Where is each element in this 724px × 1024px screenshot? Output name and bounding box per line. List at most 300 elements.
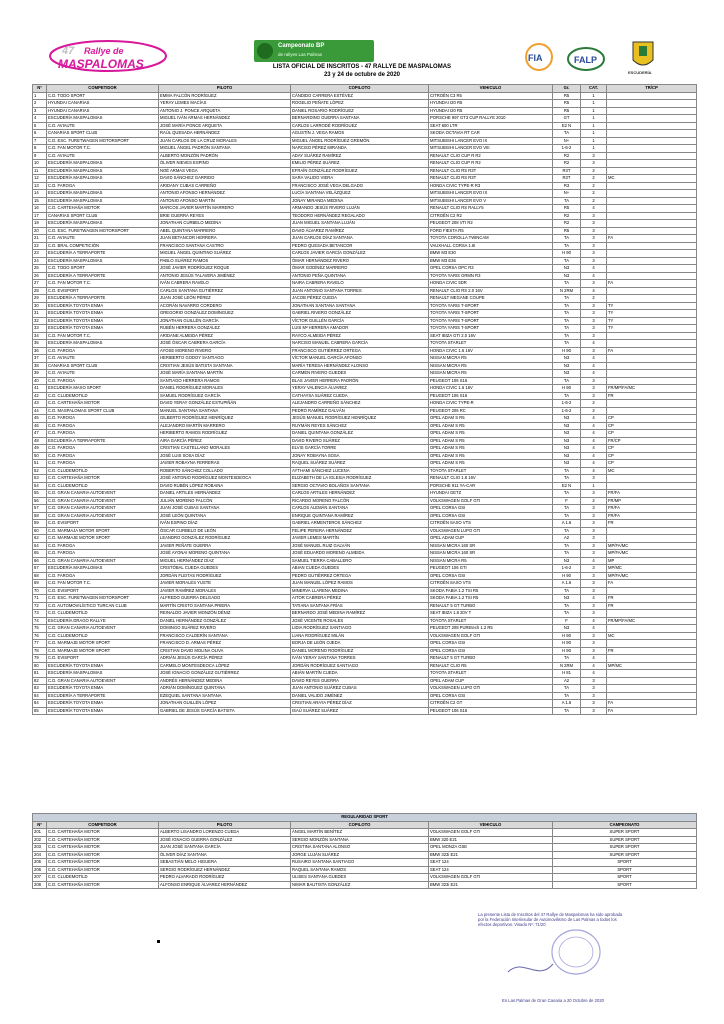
cell-group: R3T xyxy=(553,175,581,183)
cell-vehicle: BMW M3 E36 xyxy=(429,257,553,265)
cell-category: 4 xyxy=(581,445,607,453)
regularity-band-title: REGULARIDAD SPORT xyxy=(33,814,697,822)
cell-competitor: C.D. MASPALOMAS SPORT CLUB xyxy=(47,407,159,415)
cell-competitor: ESCUDERÍA MASPALOMAS xyxy=(47,175,159,183)
cell-group: TA xyxy=(553,655,581,663)
reg-cell-vehicle: BMW 323i E21 xyxy=(429,851,553,859)
cell-competitor: C.D. CLUDEMOTILD xyxy=(47,632,159,640)
table-row xyxy=(33,122,697,130)
cell-trophy xyxy=(607,535,697,543)
reg-header-num: Nº xyxy=(33,821,47,829)
cell-group: H 81 xyxy=(553,670,581,678)
cell-category: 4 xyxy=(581,625,607,633)
cell-competitor: C.D. FAROGA xyxy=(47,415,159,423)
cell-vehicle: OPEL ADAM S R5 xyxy=(429,415,553,423)
cell-driver: JAVIER MORALES YUSTE xyxy=(159,580,291,588)
cell-vehicle: HYUNDAI I20 R5 xyxy=(429,100,553,108)
cell-category: 3 xyxy=(581,280,607,288)
cell-trophy: FA xyxy=(607,347,697,355)
cell-codriver: CÁNDIDO CARRERA ESTÉVEZ xyxy=(291,92,429,100)
cell-vehicle: NISSAN MICRA R5 xyxy=(429,557,553,565)
cell-driver: ALEJANDRO MARTÍN MARRERO xyxy=(159,422,291,430)
cell-group: H 90 xyxy=(553,572,581,580)
cell-num: 80 xyxy=(33,662,47,670)
cell-vehicle: CITROËN C2 GT xyxy=(429,700,553,708)
cell-driver: JOSÉ MARÍA SANTANA MARTÍN xyxy=(159,370,291,378)
cell-competitor: ESCUDERÍA MASPALOMAS xyxy=(47,197,159,205)
reg-header-codriver: COPILOTO xyxy=(291,821,429,829)
cell-competitor: C.D. CLUDEMOTILD xyxy=(47,482,159,490)
cell-vehicle: HONDA CIVIC TYPE-R xyxy=(429,400,553,408)
cell-trophy xyxy=(607,272,697,280)
cell-group: E2 N xyxy=(553,482,581,490)
cell-group: N3 xyxy=(553,445,581,453)
cell-trophy xyxy=(607,400,697,408)
cell-category: 3 xyxy=(581,325,607,333)
cell-vehicle: HONDA CIVIC TYPE-R R3 xyxy=(429,182,553,190)
table-row xyxy=(33,235,697,243)
cell-competitor: C.D. CLUDEMOTILD xyxy=(47,467,159,475)
cell-group: TA xyxy=(553,692,581,700)
cell-codriver: SARA VALIDO VIERA xyxy=(291,175,429,183)
cell-num: 50 xyxy=(33,452,47,460)
cell-competitor: C.D. EVISPORT xyxy=(47,520,159,528)
cell-codriver: FRANCISCO GUTIÉRREZ ORTEGA xyxy=(291,347,429,355)
cell-competitor: C.D. FAROGA xyxy=(47,452,159,460)
cell-driver: CRISTIAN JESÚS BATISTA SANTANA xyxy=(159,362,291,370)
cell-codriver: LUIS Mª HERRERA AMADOR xyxy=(291,325,429,333)
cell-vehicle: HYUNDAI I20 R5 xyxy=(429,107,553,115)
table-row xyxy=(33,859,697,867)
cell-category: 4 xyxy=(581,340,607,348)
cell-trophy xyxy=(607,355,697,363)
cell-codriver: EMILIO PÉREZ SUÁREZ xyxy=(291,160,429,168)
cell-trophy xyxy=(607,287,697,295)
svg-text:Rallye de: Rallye de xyxy=(84,46,124,56)
table-row xyxy=(33,580,697,588)
cell-category: 3 xyxy=(581,490,607,498)
svg-text:47: 47 xyxy=(62,45,75,57)
cell-num: 6 xyxy=(33,130,47,138)
bp-icon xyxy=(257,43,273,59)
regularity-header-row xyxy=(33,821,697,829)
table-row xyxy=(33,874,697,882)
table-row xyxy=(33,332,697,340)
cell-codriver: LIANA RODRÍGUEZ MILÁN xyxy=(291,632,429,640)
cell-num: 59 xyxy=(33,520,47,528)
table-row xyxy=(33,475,697,483)
cell-codriver: ÓMAR HERNÁNDEZ RIVERO xyxy=(291,257,429,265)
cell-category: 4 xyxy=(581,557,607,565)
cell-driver: JONATHAN GUILLÉN GARCÍA xyxy=(159,317,291,325)
cell-num: 11 xyxy=(33,167,47,175)
cell-num: 62 xyxy=(33,535,47,543)
reg-cell-championship: SPORT xyxy=(553,874,697,882)
cell-num: 76 xyxy=(33,632,47,640)
cell-trophy xyxy=(607,670,697,678)
cell-num: 31 xyxy=(33,310,47,318)
header-num: Nº xyxy=(33,85,47,93)
table-row xyxy=(33,355,697,363)
cell-codriver: ANTONIO PEÑA QUINTANA xyxy=(291,272,429,280)
cell-vehicle: OPEL CORSA OPC R3 xyxy=(429,265,553,273)
cell-vehicle: NISSAN MICRA R5 xyxy=(429,355,553,363)
cell-competitor: ESCUDERÍA MASPALOMAS xyxy=(47,220,159,228)
cell-competitor: ESCUDERÍA TOYOTA ENMA xyxy=(47,662,159,670)
cell-codriver: JONAY MIRANDA MEDINA xyxy=(291,197,429,205)
cell-num: 55 xyxy=(33,490,47,498)
cell-codriver: CARLOS LARRODÉ RODRÍGUEZ xyxy=(291,122,429,130)
reg-cell-codriver: NIMAR BAUTISTA GONZÁLEZ xyxy=(291,881,429,889)
cell-codriver: ALEJANDRO CARREÑO SÁNCHEZ xyxy=(291,400,429,408)
table-row xyxy=(33,707,697,715)
reg-cell-competitor: C.D. CARTEHAÑA MOTOR xyxy=(47,829,159,837)
cell-competitor: C.D. EVISPORT xyxy=(47,287,159,295)
cell-group: A2 xyxy=(553,677,581,685)
cell-codriver: LUCÍA SANTANA VELÁZQUEZ xyxy=(291,190,429,198)
reg-cell-championship: SUPER SPORT xyxy=(553,836,697,844)
cell-driver: ALFREDO GUERRA DELGADO xyxy=(159,595,291,603)
cell-driver: DAVID RUBÉN LÓPEZ ROBAINA xyxy=(159,482,291,490)
table-row xyxy=(33,197,697,205)
cell-codriver: JORDÁN RODRÍGUEZ SANTIAGO xyxy=(291,662,429,670)
cell-group: TA xyxy=(553,257,581,265)
table-row xyxy=(33,430,697,438)
cell-trophy xyxy=(607,332,697,340)
cell-trophy xyxy=(607,227,697,235)
cell-trophy xyxy=(607,482,697,490)
cell-category: 3 xyxy=(581,647,607,655)
page-mark xyxy=(157,940,160,943)
table-row xyxy=(33,452,697,460)
cell-category: 3 xyxy=(581,152,607,160)
cell-num: 48 xyxy=(33,437,47,445)
cell-codriver: IVÁN YERAY SANTANA TORRES xyxy=(291,655,429,663)
table-row xyxy=(33,677,697,685)
cell-vehicle: HONDA CIVIC 1.6 16V xyxy=(429,347,553,355)
entry-list-table xyxy=(32,84,697,715)
table-row xyxy=(33,362,697,370)
reg-header-competitor: COMPETIDOR xyxy=(47,821,159,829)
cell-group: TA xyxy=(553,610,581,618)
cell-driver: FRANCISCO D. ARMAS PÉREZ xyxy=(159,640,291,648)
cell-competitor: C.D. AVIAUTE xyxy=(47,152,159,160)
cell-driver: JOSÉ LUIS SOSA DÍAZ xyxy=(159,452,291,460)
cell-num: 21 xyxy=(33,235,47,243)
cell-group: N3 xyxy=(553,370,581,378)
table-row xyxy=(33,655,697,663)
cell-category: 2 xyxy=(581,197,607,205)
cell-num: 45 xyxy=(33,415,47,423)
cell-trophy xyxy=(607,152,697,160)
cell-group: TA xyxy=(553,340,581,348)
cell-vehicle: RENAULT CLIO CUP R R2 xyxy=(429,152,553,160)
cell-num: 3 xyxy=(33,107,47,115)
cell-category: 4 xyxy=(581,595,607,603)
cell-num: 36 xyxy=(33,347,47,355)
cell-codriver: JOSÉ VICENTE ROSALES xyxy=(291,617,429,625)
cell-trophy: FR/MP/FA/MC xyxy=(607,385,697,393)
cell-num: 85 xyxy=(33,707,47,715)
reg-cell-championship: SPORT xyxy=(553,866,697,874)
table-row xyxy=(33,407,697,415)
table-row xyxy=(33,250,697,258)
cell-group: N3 xyxy=(553,265,581,273)
cell-competitor: C.D. FAROGA xyxy=(47,550,159,558)
cell-codriver: DANIEL QUINTANA GONZÁLEZ xyxy=(291,430,429,438)
reg-cell-vehicle: SEAT 124 xyxy=(429,866,553,874)
cell-group: TA xyxy=(553,602,581,610)
reg-cell-num: 201 xyxy=(33,829,47,837)
cell-trophy xyxy=(607,100,697,108)
cell-codriver: DAVID RIVERO SUÁREZ xyxy=(291,437,429,445)
cell-codriver: ABIÁN MARTÍN CUEDA xyxy=(291,670,429,678)
reg-cell-num: 203 xyxy=(33,844,47,852)
cell-codriver: DAVID REYES GUERRA xyxy=(291,677,429,685)
cell-competitor: ESCUDERÍA TOYOTA ENMA xyxy=(47,325,159,333)
cell-driver: BRIE GUERRA REYES xyxy=(159,212,291,220)
cell-trophy: FR/FA xyxy=(607,505,697,513)
cell-codriver: SERGIO OCTAVIO BOLAÑOS SANTANA xyxy=(291,482,429,490)
cell-codriver: VÍCTOR MANUEL GARCÍA AFONSO xyxy=(291,355,429,363)
cell-trophy xyxy=(607,167,697,175)
cell-trophy xyxy=(607,182,697,190)
cell-driver: HERIBERTO GODOY SANTIAGO xyxy=(159,355,291,363)
cell-category: 3 xyxy=(581,640,607,648)
cell-competitor: C.D. CLUDEMOTILD xyxy=(47,610,159,618)
header-vehicle: VEHICULO xyxy=(429,85,553,93)
cell-vehicle: OPEL CORSA GSI xyxy=(429,640,553,648)
table-row xyxy=(33,557,697,565)
cell-trophy xyxy=(607,475,697,483)
cell-codriver: CATHAYSA SUÁREZ CUEDA xyxy=(291,392,429,400)
cell-competitor: C.D. GRAN CANARIA AUTOEVENT xyxy=(47,557,159,565)
cell-driver: JUAN JOSÉ CUBAS SANTANA xyxy=(159,505,291,513)
cell-category: 3 xyxy=(581,332,607,340)
reg-cell-championship: SPORT xyxy=(553,881,697,889)
cell-driver: JOSÉ AYONAI MORENO QUINTANA xyxy=(159,550,291,558)
cell-category: 2 xyxy=(581,400,607,408)
cell-codriver: DAVID ÁLVAREZ RAMÍREZ xyxy=(291,227,429,235)
cell-group: 1-6-2 xyxy=(553,565,581,573)
cell-vehicle: OPEL CORSA GSI xyxy=(429,505,553,513)
regularity-band-row xyxy=(33,814,697,822)
reg-cell-competitor: C.D. CARTEHAÑA MOTOR xyxy=(47,866,159,874)
cell-trophy xyxy=(607,197,697,205)
cell-num: 79 xyxy=(33,655,47,663)
cell-vehicle: NISSAN MICRA R5 xyxy=(429,362,553,370)
cell-competitor: C.D. GRAN CANARIA AUTOEVENT xyxy=(47,677,159,685)
cell-vehicle: SKODA OCTAVIA RT CAR xyxy=(429,130,553,138)
cell-competitor: C.D. FAN MOTOR T.C. xyxy=(47,580,159,588)
cell-driver: AYOSE MORENO RIVERO xyxy=(159,347,291,355)
cell-codriver: DANIEL ROSARIO RODRÍGUEZ xyxy=(291,107,429,115)
table-row xyxy=(33,610,697,618)
table-row xyxy=(33,130,697,138)
cell-group: E2 N xyxy=(553,122,581,130)
cell-group: R2 xyxy=(553,152,581,160)
cell-num: 75 xyxy=(33,625,47,633)
cell-vehicle: HYUNDAI GETZ xyxy=(429,490,553,498)
cell-competitor: C.D. CLUDEMOTILD xyxy=(47,392,159,400)
document-header xyxy=(0,0,724,84)
table-row xyxy=(33,220,697,228)
cell-driver: JOSÉ IGNACIO GONZÁLEZ GUTIÉRREZ xyxy=(159,670,291,678)
reg-cell-num: 208 xyxy=(33,881,47,889)
cell-driver: CRISTÓBAL CUEDA GUEDES xyxy=(159,565,291,573)
cell-trophy: FR/FA xyxy=(607,512,697,520)
cell-group: 1-6-2 xyxy=(553,400,581,408)
cell-category: 1 xyxy=(581,122,607,130)
cell-group: A2 xyxy=(553,535,581,543)
cell-competitor: C.D. TODO SPORT xyxy=(47,92,159,100)
cell-vehicle: SEAT IBIZA 1.8 20V T xyxy=(429,610,553,618)
cell-category: 3 xyxy=(581,632,607,640)
cell-codriver: JOSÉ EDUARDO MORENO ALMEIDA xyxy=(291,550,429,558)
cell-competitor: C.D. FAN MOTOR T.C. xyxy=(47,145,159,153)
cell-driver: MIGUEL IVÁN ARMAS HERNÁNDEZ xyxy=(159,115,291,123)
cell-trophy xyxy=(607,242,697,250)
cell-category: 3 xyxy=(581,542,607,550)
cell-trophy xyxy=(607,122,697,130)
cell-trophy xyxy=(607,107,697,115)
cell-category: 4 xyxy=(581,287,607,295)
cell-vehicle: OPEL CORSA GSI xyxy=(429,572,553,580)
cell-codriver: ÓMAR GODÍNEZ MARRERO xyxy=(291,265,429,273)
cell-vehicle: PORSCHE 911 YA-CAR xyxy=(429,482,553,490)
cell-num: 33 xyxy=(33,325,47,333)
cell-competitor: ESCUDERÍA TOYOTA ENMA xyxy=(47,317,159,325)
cell-competitor: ESCUDERÍA MASPALOMAS xyxy=(47,115,159,123)
cell-trophy: MP/FA/MC xyxy=(607,550,697,558)
table-row xyxy=(33,602,697,610)
cell-vehicle: RENAULT CLIO RS R3T xyxy=(429,167,553,175)
cell-trophy: MC xyxy=(607,175,697,183)
table-row xyxy=(33,467,697,475)
table-row xyxy=(33,512,697,520)
cell-competitor: C.D. FAROGA xyxy=(47,430,159,438)
cell-num: 4 xyxy=(33,115,47,123)
cell-vehicle: CITROËN C3 R5 xyxy=(429,92,553,100)
cell-vehicle: TOYOTA COROLLA TWINCAM xyxy=(429,235,553,243)
cell-codriver: MARÍA TERESA HERNÁNDEZ ALONSO xyxy=(291,362,429,370)
cell-codriver: MIGUEL ÁNGEL RODRÍGUEZ GREMÓN xyxy=(291,137,429,145)
cell-codriver: YERAY VALENCIA ÁLVAREZ xyxy=(291,385,429,393)
cell-vehicle: OPEL ADAM CUP xyxy=(429,677,553,685)
svg-text:ESCUDERÍA: ESCUDERÍA xyxy=(628,70,652,75)
cell-trophy: CP xyxy=(607,445,697,453)
cell-group: N3 xyxy=(553,595,581,603)
table-row xyxy=(33,100,697,108)
table-row xyxy=(33,302,697,310)
cell-trophy xyxy=(607,137,697,145)
cell-num: 53 xyxy=(33,475,47,483)
table-row xyxy=(33,625,697,633)
cell-codriver: JESÚS MANUEL RODRÍGUEZ HENRÍQUEZ xyxy=(291,415,429,423)
cell-num: 9 xyxy=(33,152,47,160)
cell-category: 2 xyxy=(581,497,607,505)
cell-competitor: C.D. GRAN CANARIA AUTOEVENT xyxy=(47,505,159,513)
cell-driver: ÓSCAR CURBELO DE LEÓN xyxy=(159,527,291,535)
cell-trophy: FA xyxy=(607,580,697,588)
cell-codriver: NARCISO PÉREZ MIRANDA xyxy=(291,145,429,153)
cell-vehicle: RENAULT CLIO 1.8 16V xyxy=(429,475,553,483)
cell-driver: JORDÁN FLEITAS RODRÍGUEZ xyxy=(159,572,291,580)
cell-category: 3 xyxy=(581,685,607,693)
cell-vehicle: MITSUBISHI LANCER EVO V xyxy=(429,197,553,205)
reg-cell-competitor: C.D. CARTEHAÑA MOTOR xyxy=(47,859,159,867)
cell-driver: ACORÁN NAVARRO CORDERO xyxy=(159,302,291,310)
cell-trophy xyxy=(607,362,697,370)
cell-driver: RAÚL QUESADA HERNÁNDEZ xyxy=(159,130,291,138)
cell-competitor: C.D. EVISPORT xyxy=(47,587,159,595)
cell-trophy: FR/CP xyxy=(607,437,697,445)
cell-num: 28 xyxy=(33,287,47,295)
cell-group: TA xyxy=(553,295,581,303)
cell-num: 39 xyxy=(33,370,47,378)
cell-competitor: C.D. MARMAJE MOTOR SPORT xyxy=(47,535,159,543)
cell-driver: ANTONIO J. PONCE ARQUETA xyxy=(159,107,291,115)
cell-codriver: RICARDO MORENO FALCÓN xyxy=(291,497,429,505)
table-row xyxy=(33,265,697,273)
cell-group: A 1.6 xyxy=(553,700,581,708)
cell-num: 43 xyxy=(33,400,47,408)
table-row xyxy=(33,392,697,400)
table-row xyxy=(33,257,697,265)
cell-category: 3 xyxy=(581,220,607,228)
cell-competitor: CANARIAS SPORT CLUB xyxy=(47,130,159,138)
cell-trophy: FR xyxy=(607,602,697,610)
cell-num: 51 xyxy=(33,460,47,468)
cell-competitor: C.D. ESC. FURETWAGEN MOTORSPORT xyxy=(47,595,159,603)
cell-codriver: CARLOS ALEMÁN SANTANA xyxy=(291,505,429,513)
cell-vehicle: NISSAN MICRA R5 xyxy=(429,370,553,378)
cell-num: 67 xyxy=(33,565,47,573)
cell-codriver: FRANCISCO JOSÉ VEGA DELGADO xyxy=(291,182,429,190)
table-row xyxy=(33,347,697,355)
table-row xyxy=(33,572,697,580)
cell-vehicle: BMW M3 E30 xyxy=(429,250,553,258)
reg-cell-codriver: ULISES SANTANA GUEDES xyxy=(291,874,429,882)
cell-trophy: FA xyxy=(607,235,697,243)
cell-trophy xyxy=(607,257,697,265)
cell-group: R2 xyxy=(553,212,581,220)
cell-driver: JONATHAN CURBELO MEDINA xyxy=(159,220,291,228)
cell-trophy xyxy=(607,205,697,213)
cell-num: 22 xyxy=(33,242,47,250)
cell-vehicle: VOLKSWAGEN GOLF GTI xyxy=(429,497,553,505)
cell-competitor: ESCUDERÍA A TERRAPORTE xyxy=(47,437,159,445)
table-row xyxy=(33,287,697,295)
cell-driver: EZEQUIEL SANTANA SANTANA xyxy=(159,692,291,700)
cell-competitor: ESCUDERÍA MASPALOMAS xyxy=(47,160,159,168)
cell-category: 4 xyxy=(581,437,607,445)
reg-cell-championship: SUPER SPORT xyxy=(553,829,697,837)
cell-competitor: ESCUDERÍA MASPALOMAS xyxy=(47,670,159,678)
cell-driver: JUAN JOSÉ LEÓN PÉREZ xyxy=(159,295,291,303)
cell-category: 3 xyxy=(581,692,607,700)
cell-category: 2 xyxy=(581,182,607,190)
cell-competitor: ESCUDERÍA A TERRAPORTE xyxy=(47,250,159,258)
cell-competitor: C.D. FAROGA xyxy=(47,572,159,580)
cell-trophy xyxy=(607,115,697,123)
cell-codriver: TEODORO HERNÁNDEZ REGALADO xyxy=(291,212,429,220)
table-row xyxy=(33,317,697,325)
cell-trophy: MP/FA/MC xyxy=(607,572,697,580)
cell-competitor: C.D. BRAL COMPETICIÓN xyxy=(47,242,159,250)
cell-num: 84 xyxy=(33,700,47,708)
cell-codriver: ELVIS GARCÍA TORRE xyxy=(291,445,429,453)
